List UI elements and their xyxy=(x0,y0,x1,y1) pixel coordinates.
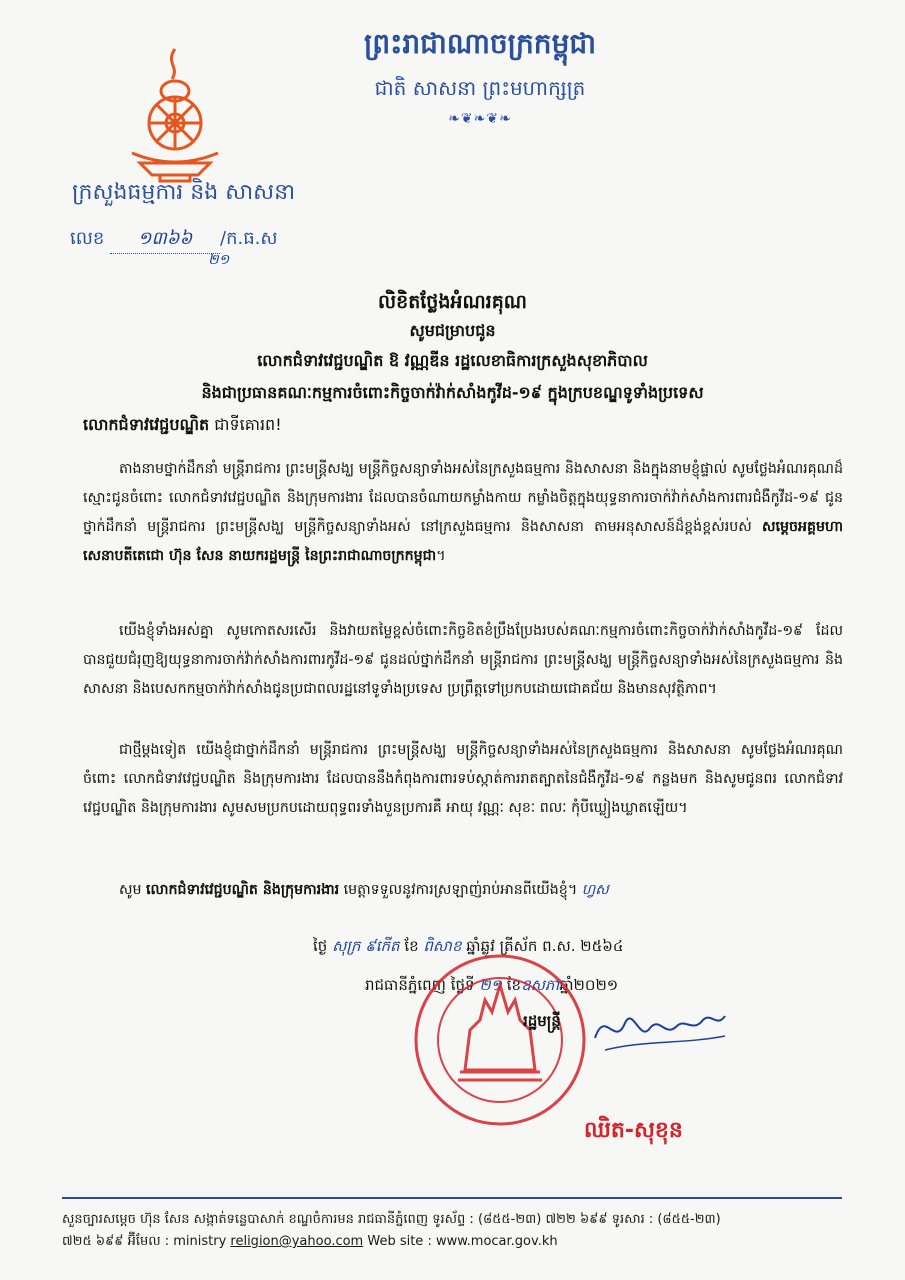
month2-handwritten: ឧសភា xyxy=(521,976,560,994)
salutation xyxy=(83,414,282,438)
ref-sub: ២១ xyxy=(208,252,230,268)
footer-contact xyxy=(62,1197,842,1253)
place-text: រាជធានីភ្នំពេញ ថ្ងៃទី xyxy=(365,976,475,994)
ref-label: លេខ xyxy=(70,228,105,249)
month2-label: ខែ xyxy=(506,976,522,994)
salutation-bold: លោកជំទាវវេជ្ជបណ្ឌិត xyxy=(83,415,210,434)
paragraph-1 xyxy=(83,455,843,571)
paragraph-2: យើងខ្ញុំទាំងអស់គ្នា សូមកោតសរសើរ និងវាយតម្លៃខ្ពស់ចំពោះកិច្ចខិតខំប្រឹងប្រែងរបស់គណៈកម្មការចំពោះកិច្ចចាក់វ៉ាក់សាំងកូវីដ-១៩ ដែលបានជួយជំរុញឱ្យយុទ្ធនាការចាក់វ៉ាក់សាំងការពារកូវីដ-១៩ ជូនដល់ថ្នាក់ដឹកនាំ មន្ត្រីរាជការ ព្រះមន្ត្រីសង្ឃ មន្ត្រីកិច្ចសន្យាទាំងអស់នៃក្រសួងធម្មការ និងសាសនា និងបេសកកម្មចាក់វ៉ាក់សាំងជូនប្រជាពលរដ្ឋនៅទូទាំងប្រទេស ប្រព្រឹត្តទៅប្រកបដោយជោគជ័យ និងមានសុវត្ថិភាព។ xyxy=(83,623,843,697)
paragraph-4-start: សូម xyxy=(119,882,142,898)
recipient-line-1: លោកជំទាវវេជ្ជបណ្ឌិត ឱ វណ្ណឌីន រដ្ឋលេខាធិការក្រសួងសុខាភិបាល xyxy=(257,351,648,370)
paragraph-4 xyxy=(83,876,843,905)
footer-website: Web site : www.mocar.gov.kh xyxy=(363,1234,558,1249)
month-handwritten: ពិសាខ xyxy=(423,937,462,955)
ref-number: ១៣៦៦ xyxy=(110,226,220,254)
day-label: ថ្ងៃ xyxy=(313,937,328,955)
year2: ឆ្នាំ២០២១ xyxy=(559,976,619,994)
minister-name: ឈិត-សុខុន xyxy=(584,1118,683,1143)
paragraph-4-bold: លោកជំទាវវេជ្ជបណ្ឌិត និងក្រុមការងារ xyxy=(146,882,340,898)
month-label: ខែ xyxy=(404,937,419,955)
footer-line-2 xyxy=(62,1231,842,1253)
ref-suffix: ក.ធ.ស xyxy=(226,228,278,249)
day-handwritten: សុក្រ ៩កើត xyxy=(332,937,400,955)
national-motto: ជាតិ សាសនា ព្រះមហាក្សត្រ xyxy=(374,76,586,100)
lunar-year: ឆ្នាំឆ្លូវ ត្រីស័ក ព.ស. ២៥៦៤ xyxy=(466,937,624,955)
handwritten-signature xyxy=(585,998,735,1058)
kingdom-header xyxy=(330,26,630,127)
paragraph-1-text: តាងនាមថ្នាក់ដឹកនាំ មន្ត្រីរាជការ ព្រះមន្ត្រីសង្ឃ មន្ត្រីកិច្ចសន្យាទាំងអស់នៃក្រសួងធម្មការ និងសាសនា និងក្នុងនាមខ្ញុំផ្ទាល់ សូមថ្លែងអំណរគុណដ៏ស្មោះជូនចំពោះ លោកជំទាវវេជ្ជបណ្ឌិត និងក្រុមការងារ ដែលបានចំណាយកម្លាំងកាយ កម្លាំងចិត្តក្នុងយុទ្ធនាការចាក់វ៉ាក់សាំងការពារជំងឺកូវីដ-១៩ ជូនថ្នាក់ដឹកនាំ មន្ត្រីរាជការ ព្រះមន្ត្រីសង្ឃ មន្ត្រីកិច្ចសន្យាទាំងអស់ នៅក្រសួងធម្មការ និងសាសនា តាមអនុសាសន៍ដ៏ខ្ពង់ខ្ពស់របស់ xyxy=(83,461,843,535)
letter-title: លិខិតថ្លែងអំណរគុណ xyxy=(378,291,527,313)
footer-phone: ៧២៥ ៦៩៩ អ៊ីមែល : ministry xyxy=(62,1234,231,1249)
minister-title: រដ្ឋមន្ត្រី xyxy=(523,1012,561,1030)
paragraph-1-bold: សម្តេចអគ្គមហាសេនាបតីតេជោ ហ៊ុន សែន នាយករដ្ឋមន្ត្រី នៃព្រះរាជាណាចក្រកម្ពុជា xyxy=(83,519,844,564)
dharma-wheel-emblem xyxy=(110,45,240,185)
date-handwritten: ២១ xyxy=(479,976,503,994)
footer-address: សួនច្បារសម្តេច ហ៊ុន សែន សង្កាត់ទន្លេបាសាក់ ខណ្ឌចំការមន រាជធានីភ្នំពេញ ទូរស័ព្ទ : (៨៥៥-២៣) ៧២២ ៦៩៩ ទូរសារ : (៨៥៥-២៣) xyxy=(62,1212,721,1227)
kingdom-name: ព្រះរាជាណាចក្រកម្ពុជា xyxy=(363,27,596,60)
paragraph-4-rest: មេត្តាទទួលនូវការស្រឡាញ់រាប់អានពីយើងខ្ញុំ។ xyxy=(343,882,578,898)
ornament: ❧❦❧❦❧ xyxy=(448,111,512,127)
paragraph-3: ជាថ្មីម្តងទៀត យើងខ្ញុំជាថ្នាក់ដឹកនាំ មន្ត្រីរាជការ ព្រះមន្ត្រីសង្ឃ មន្ត្រីកិច្ចសន្យាទាំងអស់នៃក្រសួងធម្មការ និងសាសនា សូមថ្លែងអំណរគុណចំពោះ លោកជំទាវវេជ្ជបណ្ឌិត និងក្រុមការងារ ដែលបាននឹងកំពុងការពារទប់ស្កាត់ការរាតត្បាតនៃជំងឺកូវីដ-១៩ កន្លងមក និងសូមជូនពរ លោកជំទាវវេជ្ជបណ្ឌិត និងក្រុមការងារ សូមសមប្រកបដោយពុទ្ធពរទាំងបួនប្រការគឺ អាយុ វណ្ណៈ សុខៈ ពលៈ កុំបីឃ្លៀងឃ្លាតឡើយ។ xyxy=(83,742,843,816)
paragraph-1-end: ។ xyxy=(436,548,446,564)
reference-number: លេខ ១៣៦៦ /ក.ធ.ស ២១ xyxy=(70,226,278,254)
ministry-name: ក្រសួងធម្មការ និង សាសនា xyxy=(72,180,296,205)
handwritten-initials: ហ្វស xyxy=(581,882,609,898)
salutation-rest: ជាទីគោរព! xyxy=(214,415,282,434)
ministry-seal xyxy=(410,950,590,1130)
recipient-line-2: និងជាប្រធានគណៈកម្មការចំពោះកិច្ចចាក់វ៉ាក់សាំងកូវីដ-១៩ ក្នុងក្របខណ្ឌទូទាំងប្រទេស xyxy=(201,383,704,402)
respectfully-line: សូមជម្រាបជូន xyxy=(409,321,496,340)
email-link[interactable]: religion@yahoo.com xyxy=(230,1234,364,1249)
